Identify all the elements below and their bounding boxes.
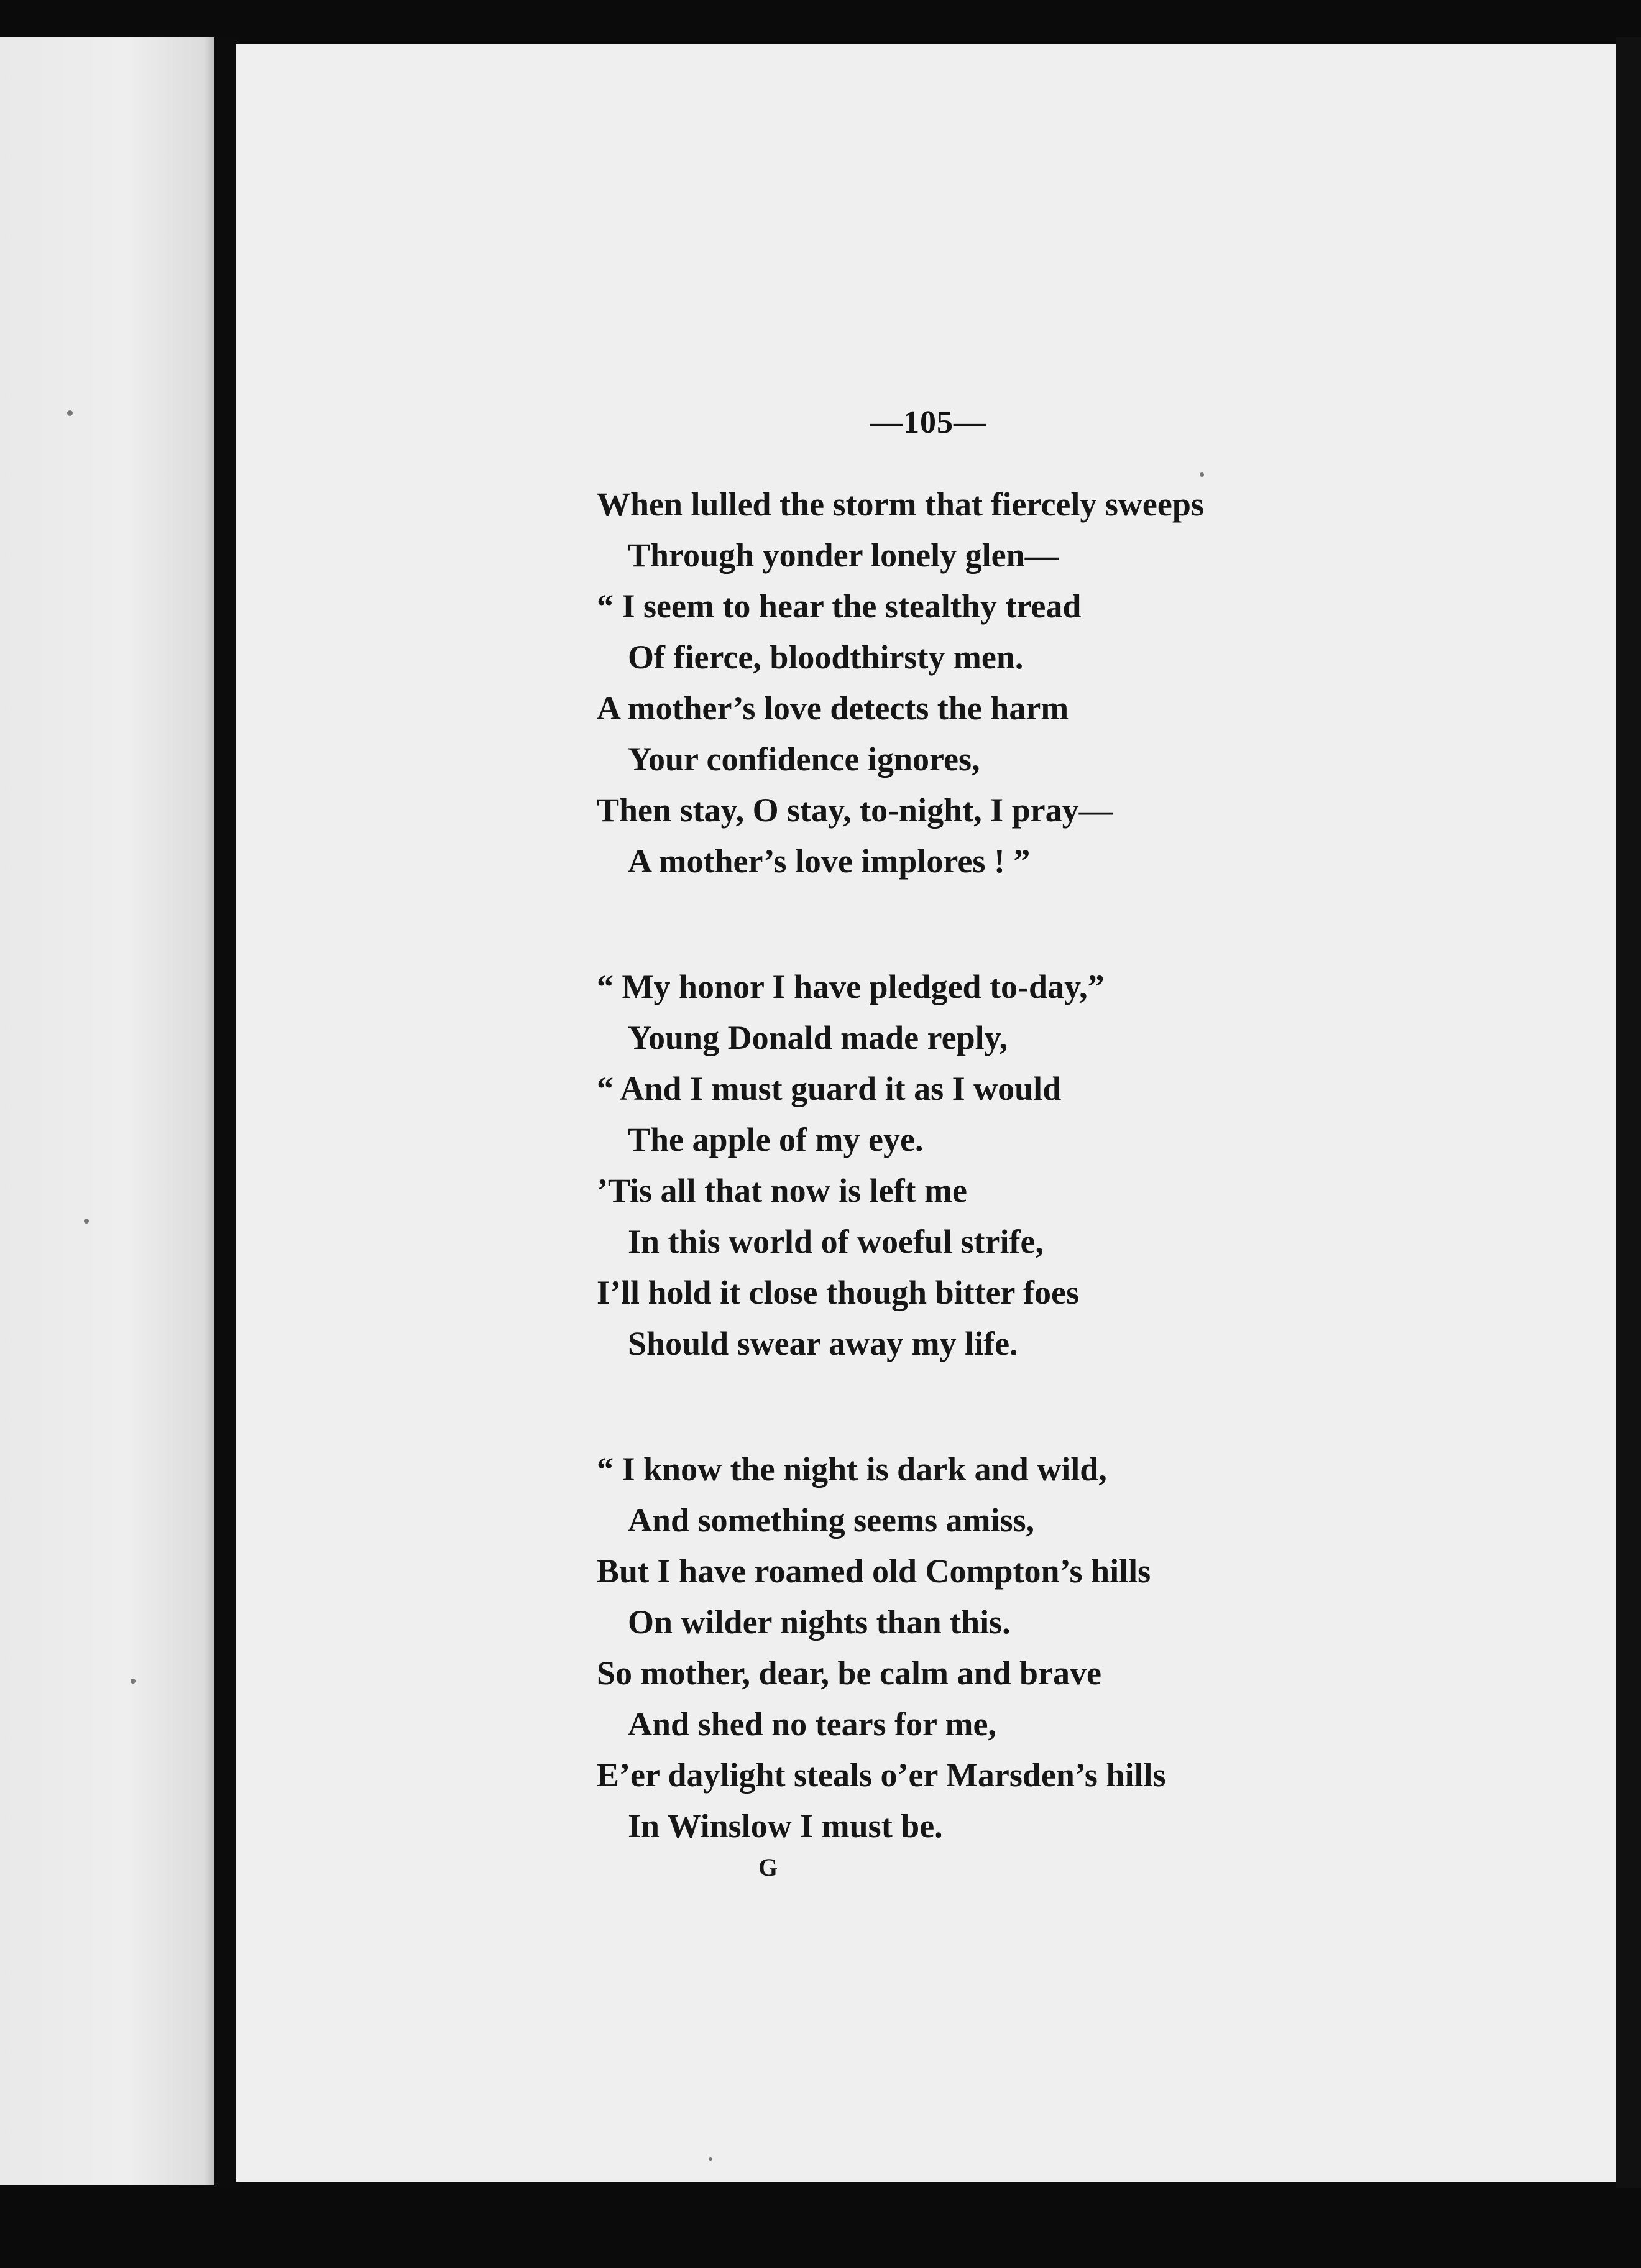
poem-line: Through yonder lonely glen— <box>628 537 1059 574</box>
scan-speck <box>67 410 73 416</box>
book-gutter <box>214 37 239 2195</box>
poem-line: When lulled the storm that fiercely sweeps <box>597 486 1204 523</box>
poem-line: Young Donald made reply, <box>628 1019 1008 1056</box>
poem-line: So mother, dear, be calm and brave <box>597 1654 1102 1692</box>
poem-line: In Winslow I must be. <box>628 1807 943 1845</box>
poem-line: A mother’s love implores ! ” <box>628 842 1031 880</box>
signature-mark: G <box>758 1853 778 1881</box>
poem-line: In this world of woeful strife, <box>628 1223 1044 1260</box>
page-number: —105— <box>870 405 986 440</box>
scan-speck <box>709 2157 712 2161</box>
scan-speck <box>1200 472 1204 477</box>
scan-speck <box>84 1219 89 1224</box>
poem-line: Your confidence ignores, <box>628 740 980 778</box>
poem-line: A mother’s love detects the harm <box>597 689 1069 727</box>
poem-line: The apple of my eye. <box>628 1121 924 1158</box>
poem-line: I’ll hold it close though bitter foes <box>597 1274 1080 1311</box>
scan-speck <box>131 1679 136 1684</box>
poem-line: E’er daylight steals o’er Marsden’s hills <box>597 1756 1166 1794</box>
poem-line: Then stay, O stay, to-night, I pray— <box>597 791 1113 829</box>
poem-line: On wilder nights than this. <box>628 1603 1011 1641</box>
stanza-1 <box>597 479 1467 887</box>
poem-line: And shed no tears for me, <box>628 1705 996 1743</box>
left-page-edge <box>0 37 214 2185</box>
poem-line: And something seems amiss, <box>628 1501 1035 1539</box>
stanza-3 <box>597 1444 1467 1851</box>
stanza-2 <box>597 961 1467 1369</box>
poem-line: ’Tis all that now is left me <box>597 1172 967 1209</box>
poem <box>597 479 1467 1926</box>
poem-line: “ I know the night is dark and wild, <box>597 1450 1107 1488</box>
poem-line: Of fierce, bloodthirsty men. <box>628 638 1024 676</box>
poem-line: “ And I must guard it as I would <box>597 1070 1062 1107</box>
poem-line: “ My honor I have pledged to-day,” <box>597 968 1105 1005</box>
scan-border-bottom <box>0 2188 1641 2268</box>
poem-line: But I have roamed old Compton’s hills <box>597 1552 1151 1590</box>
poem-line: Should swear away my life. <box>628 1325 1018 1362</box>
poem-line: “ I seem to hear the stealthy tread <box>597 588 1082 625</box>
right-page-edge <box>1616 37 1641 2201</box>
